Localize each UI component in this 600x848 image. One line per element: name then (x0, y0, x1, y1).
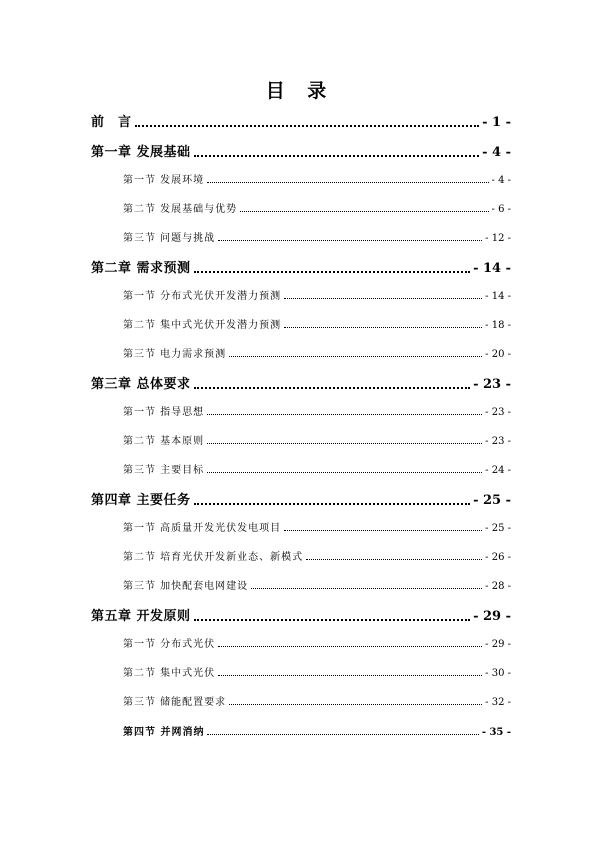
toc-chapter-entry[interactable] (91, 143, 511, 160)
toc-page-number: - 20 - (485, 349, 511, 360)
toc-entry-title: 第一章 发展基础 (91, 145, 191, 160)
toc-entry-title: 第一节 指导思想 (123, 407, 205, 418)
dot-leader (218, 675, 482, 676)
toc-entry-title: 第二节 培育光伏开发新业态、新模式 (123, 552, 304, 563)
toc-page-number: - 35 - (481, 727, 511, 738)
toc-entry-title: 第一节 分布式光伏 (123, 639, 216, 650)
toc-page-number: - 4 - (491, 175, 511, 186)
toc-section-entry[interactable] (91, 404, 511, 418)
toc-page-number: - 1 - (482, 115, 511, 130)
toc-page-number: - 30 - (485, 668, 511, 679)
toc-section-entry[interactable] (91, 230, 511, 244)
dot-leader (229, 356, 482, 357)
dot-leader (207, 734, 478, 735)
toc-page-number: - 24 - (485, 465, 511, 476)
dot-leader (194, 503, 471, 505)
toc-entry-title: 第三节 加快配套电网建设 (123, 581, 249, 592)
toc-entry-title: 第一节 高质量开发光伏发电项目 (123, 523, 282, 534)
toc-page-number: - 4 - (482, 145, 511, 160)
toc-entry-title: 第二节 集中式光伏 (123, 668, 216, 679)
dot-leader (284, 298, 482, 299)
toc-entry-title: 第二章 需求预测 (91, 261, 191, 276)
toc-entry-title: 第三节 储能配置要求 (123, 697, 227, 708)
dot-leader (194, 271, 471, 273)
toc-page-number: - 23 - (473, 377, 511, 392)
dot-leader (207, 472, 482, 473)
dot-leader (207, 443, 482, 444)
toc-page-number: - 32 - (485, 697, 511, 708)
toc-page-number: - 26 - (485, 552, 511, 563)
toc-section-entry[interactable] (91, 694, 511, 708)
toc-section-entry[interactable] (91, 578, 511, 592)
toc-section-entry[interactable] (91, 724, 511, 738)
toc-section-entry[interactable] (91, 520, 511, 534)
dot-leader (306, 559, 482, 560)
toc-page-number: - 28 - (485, 581, 511, 592)
toc-page-number: - 29 - (485, 639, 511, 650)
toc-section-entry[interactable] (91, 201, 511, 215)
dot-leader (284, 530, 482, 531)
toc-section-entry[interactable] (91, 317, 511, 331)
toc-section-entry[interactable] (91, 288, 511, 302)
dot-leader (194, 619, 471, 621)
toc-entry-title: 第五章 开发原则 (91, 609, 191, 624)
dot-leader (194, 387, 471, 389)
toc-section-entry[interactable] (91, 636, 511, 650)
dot-leader (251, 588, 482, 589)
toc-chapter-entry[interactable] (91, 113, 511, 130)
toc-section-entry[interactable] (91, 172, 511, 186)
toc-page-number: - 23 - (485, 407, 511, 418)
toc-entry-title: 前 言 (91, 115, 132, 130)
toc-entry-title: 第三节 主要目标 (123, 465, 205, 476)
toc-entry-title: 第三节 问题与挑战 (123, 233, 216, 244)
toc-chapter-entry[interactable] (91, 607, 511, 624)
toc-page-number: - 29 - (473, 609, 511, 624)
toc-page-number: - 12 - (485, 233, 511, 244)
toc-section-entry[interactable] (91, 549, 511, 563)
dot-leader (229, 704, 482, 705)
toc-page-number: - 6 - (491, 204, 511, 215)
toc-chapter-entry[interactable] (91, 375, 511, 392)
toc-section-entry[interactable] (91, 433, 511, 447)
toc-entry-title: 第二节 基本原则 (123, 436, 205, 447)
toc-entry-title: 第三节 电力需求预测 (123, 349, 227, 360)
dot-leader (218, 240, 482, 241)
dot-leader (194, 155, 480, 157)
toc-chapter-entry[interactable] (91, 259, 511, 276)
toc-entry-title: 第一节 发展环境 (123, 175, 205, 186)
toc-entry-title: 第二节 集中式光伏开发潜力预测 (123, 320, 282, 331)
toc-page-number: - 14 - (485, 291, 511, 302)
toc-page-number: - 14 - (473, 261, 511, 276)
dot-leader (284, 327, 482, 328)
toc-entry-title: 第三章 总体要求 (91, 377, 191, 392)
page-title: 目 录 (265, 80, 335, 102)
dot-leader (240, 211, 488, 212)
toc-page-number: - 25 - (485, 523, 511, 534)
toc-page-number: - 23 - (485, 436, 511, 447)
toc-entry-title: 第二节 发展基础与优势 (123, 204, 238, 215)
dot-leader (207, 414, 482, 415)
dot-leader (207, 182, 488, 183)
toc-entry-title: 第一节 分布式光伏开发潜力预测 (123, 291, 282, 302)
toc-page-number: - 25 - (473, 493, 511, 508)
toc-section-entry[interactable] (91, 665, 511, 679)
toc-page-number: - 18 - (485, 320, 511, 331)
toc-section-entry[interactable] (91, 462, 511, 476)
dot-leader (135, 125, 480, 127)
toc-entry-title: 第四节 并网消纳 (123, 727, 205, 738)
toc-section-entry[interactable] (91, 346, 511, 360)
dot-leader (218, 646, 482, 647)
toc-entry-title: 第四章 主要任务 (91, 493, 191, 508)
toc-chapter-entry[interactable] (91, 491, 511, 508)
